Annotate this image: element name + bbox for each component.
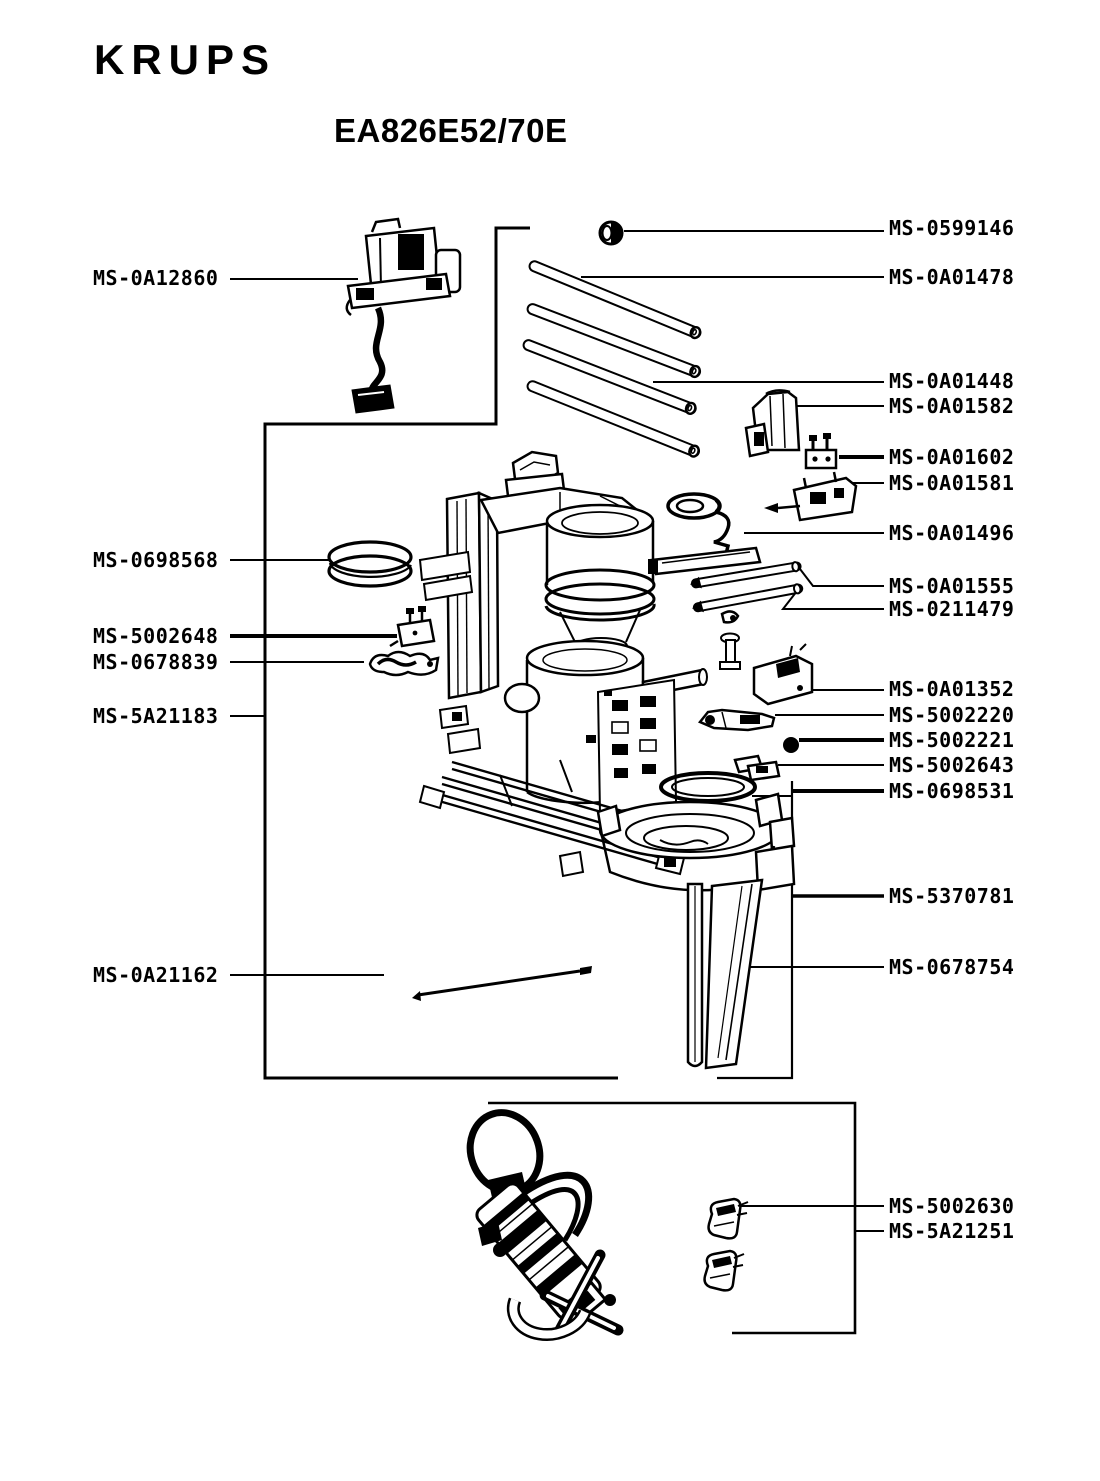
part-ms-0a01581-drawing	[764, 472, 856, 520]
part-ms-5002648-switch-drawing	[390, 606, 434, 646]
part-ms-0a12860-valve-drawing	[347, 219, 460, 413]
part-label: MS-0A01496	[889, 521, 1015, 545]
part-label: MS-0A01582	[889, 394, 1015, 418]
part-label: MS-5002643	[889, 753, 1015, 777]
part-label: MS-5002648	[93, 624, 219, 648]
part-ms-5002221-drawing	[783, 737, 799, 753]
part-ms-0a01582-drawing	[746, 390, 799, 456]
part-label: MS-0698531	[889, 779, 1015, 803]
part-label: MS-0698568	[93, 548, 219, 572]
part-label: MS-0A01602	[889, 445, 1015, 469]
part-label: MS-0599146	[889, 216, 1015, 240]
part-label: MS-0A21162	[93, 963, 219, 987]
part-label: MS-5002630	[889, 1194, 1015, 1218]
part-ms-5002630-clips-drawing	[705, 1199, 748, 1290]
part-label: MS-0A12860	[93, 266, 219, 290]
part-label: MS-0678839	[93, 650, 219, 674]
part-label: MS-0A01352	[889, 677, 1015, 701]
leader-lines	[230, 231, 884, 1231]
part-label: MS-0678754	[889, 955, 1015, 979]
part-label: MS-0A01555	[889, 574, 1015, 598]
part-label: MS-0A01581	[889, 471, 1015, 495]
part-label: MS-5A21251	[889, 1219, 1015, 1243]
part-label: MS-0A01448	[889, 369, 1015, 393]
model-number-title: EA826E52/70E	[334, 112, 568, 149]
part-ms-0a01496-drawing	[648, 494, 760, 574]
part-label: MS-5370781	[889, 884, 1015, 908]
part-ms-0a01478-tubes-drawing	[527, 261, 702, 458]
part-ms-5370781-funnel-drawing	[598, 794, 794, 1068]
part-label: MS-0211479	[889, 597, 1015, 621]
part-label: MS-5002221	[889, 728, 1015, 752]
part-ms-0698568-coil-drawing	[329, 542, 411, 586]
part-ms-5a21251-pump-drawing	[459, 1103, 618, 1335]
part-ms-0a01602-drawing	[806, 433, 836, 468]
part-label: MS-5A21183	[93, 704, 219, 728]
brand-logo: KRUPS	[94, 36, 277, 83]
part-ms-5002220-drawing	[700, 710, 774, 730]
part-ms-0a01352-drawing	[754, 644, 812, 704]
part-ms-0678839-clip-drawing	[370, 652, 438, 675]
part-label: MS-5002220	[889, 703, 1015, 727]
part-ms-0a01555-rods-drawing	[689, 560, 801, 669]
part-ms-0678754-chute-drawing	[706, 880, 762, 1068]
part-ms-0599146-nut-drawing	[600, 222, 622, 244]
part-label: MS-0A01478	[889, 265, 1015, 289]
part-ms-0a21162-needle-drawing	[412, 966, 592, 1001]
